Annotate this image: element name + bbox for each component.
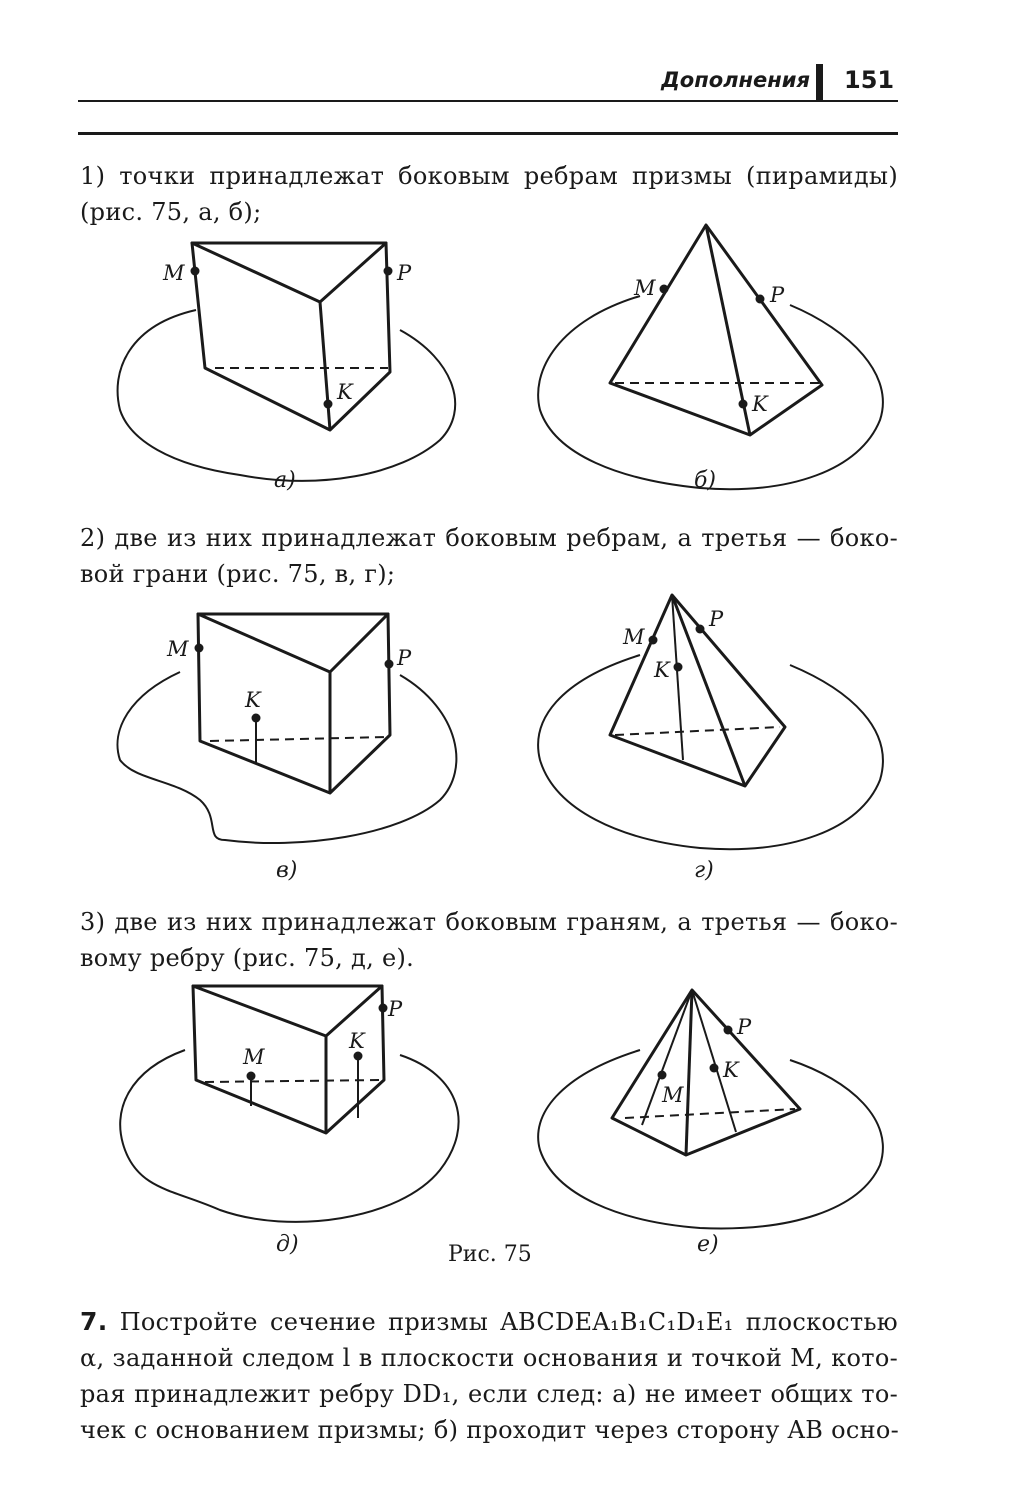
figure-g-label: г) [694, 858, 714, 883]
page-number: 151 [844, 66, 895, 94]
figure-d-prism [120, 986, 458, 1222]
label-p: P [770, 283, 785, 307]
item-2-line-1: 2) две из них принадлежат боковым ребрам, а третья — боко- [80, 524, 898, 552]
figure-caption: Рис. 75 [448, 1242, 532, 1267]
point-m [191, 267, 200, 276]
section-title: Дополнения [661, 68, 810, 92]
label-p: P [388, 997, 403, 1021]
point-k [710, 1064, 719, 1073]
point-k [324, 400, 333, 409]
point-p [379, 1004, 388, 1013]
point-p [724, 1026, 733, 1035]
point-m [658, 1071, 667, 1080]
figure-a-label: а) [274, 468, 296, 493]
figure-e-pyramid [538, 990, 883, 1228]
point-m [649, 636, 658, 645]
point-k [674, 663, 683, 672]
point-k [739, 400, 748, 409]
label-k: K [349, 1029, 365, 1053]
point-p [384, 267, 393, 276]
figure-v-prism [118, 614, 457, 843]
label-m: M [623, 625, 645, 649]
point-k [252, 714, 261, 723]
figure-d-label: д) [276, 1232, 299, 1257]
figure-b-label: б) [694, 468, 717, 493]
label-k: K [245, 688, 261, 712]
label-k: K [752, 392, 768, 416]
item-2-line-2: вой грани (рис. 75, в, г); [80, 560, 396, 588]
task-7 [80, 1304, 898, 1448]
point-m [195, 644, 204, 653]
task-number: 7. [80, 1307, 108, 1336]
task-7-line-3: рая принадлежит ребру DD₁, если след: а) не имеет общих то- [80, 1380, 898, 1408]
label-p: P [397, 646, 412, 670]
figure-v-label: в) [276, 858, 298, 883]
point-p [385, 660, 394, 669]
label-p: P [737, 1015, 752, 1039]
point-m [247, 1072, 256, 1081]
label-k: K [654, 658, 670, 682]
figure-b-pyramid [538, 225, 883, 489]
task-7-line-4: чек с основанием призмы; б) проходит через сторону AB осно- [80, 1416, 900, 1444]
label-k: K [337, 380, 353, 404]
label-m: M [662, 1083, 684, 1107]
item-3-line-1: 3) две из них принадлежат боковым граням, а третья — боко- [80, 908, 898, 936]
task-7-line-1 [80, 1304, 898, 1340]
figure-a-prism [118, 243, 456, 481]
task-7-line-2: α, заданной следом l в плоскости основания и точкой M, кото- [80, 1344, 898, 1372]
task-7-line-1-text: Постройте сечение призмы ABCDEA₁B₁C₁D₁E₁ плоскостью [119, 1308, 899, 1336]
label-m: M [167, 637, 189, 661]
label-p: P [397, 261, 412, 285]
label-m: M [243, 1045, 265, 1069]
item-1-line-2: (рис. 75, а, б); [80, 198, 262, 226]
figure-e-label: е) [697, 1232, 719, 1257]
point-p [696, 625, 705, 634]
item-3-line-2: вому ребру (рис. 75, д, е). [80, 944, 415, 972]
item-1-line-1: 1) точки принадлежат боковым ребрам призмы (пирамиды) [80, 162, 898, 190]
point-p [756, 295, 765, 304]
figure-g-pyramid [538, 595, 883, 849]
label-k: K [723, 1058, 739, 1082]
label-m: M [634, 276, 656, 300]
label-p: P [709, 607, 724, 631]
point-m [660, 285, 669, 294]
label-m: M [163, 261, 185, 285]
